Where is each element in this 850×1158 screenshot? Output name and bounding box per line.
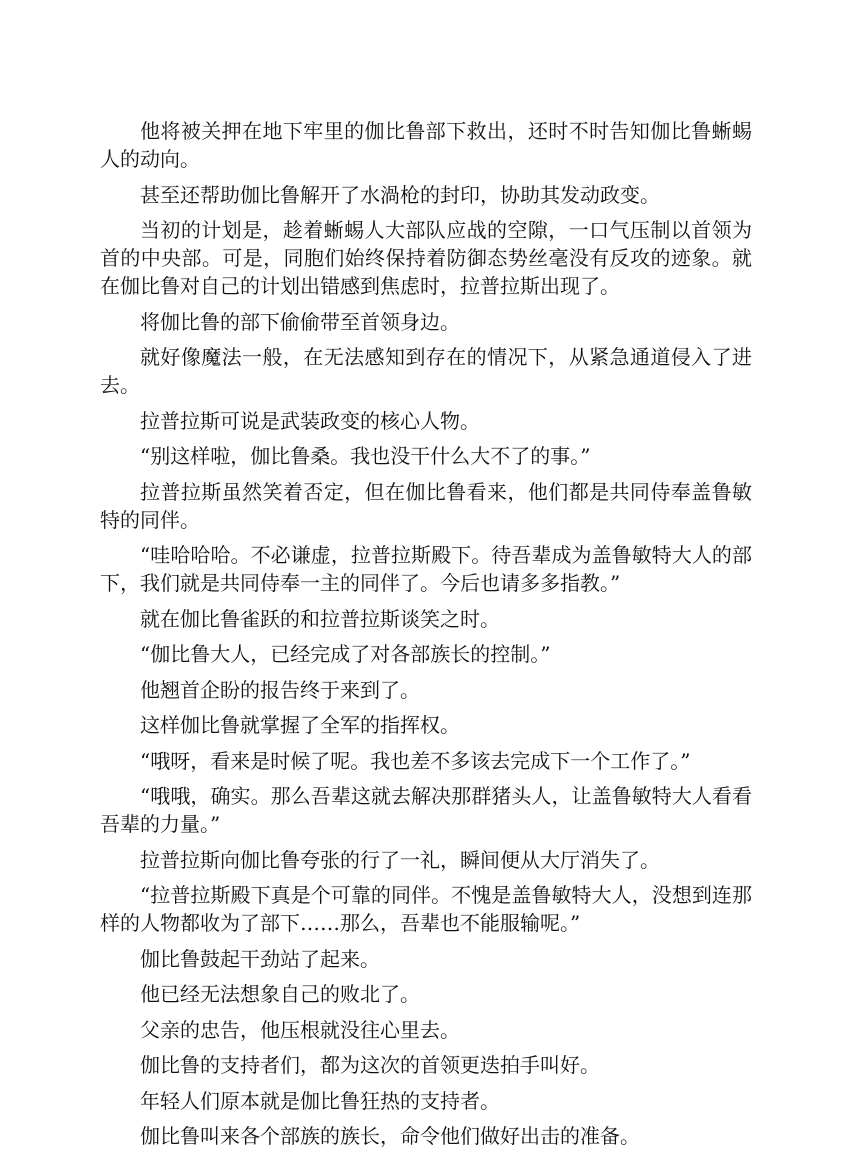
paragraph: 就好像魔法一般，在无法感知到存在的情况下，从紧急通道侵入了进去。 xyxy=(100,345,752,397)
paragraph: 他已经无法想象自己的败北了。 xyxy=(140,982,420,1006)
paragraph: 拉普拉斯可说是武装政变的核心人物。 xyxy=(140,408,480,433)
paragraph: “哇哈哈哈。不必谦虚，拉普拉斯殿下。待吾辈成为盖鲁敏特大人的部下，我们就是共同侍奉一主的同伴了。今后也请多多指教。” xyxy=(100,543,752,595)
paragraph: 拉普拉斯向伽比鲁夸张的行了一礼，瞬间便从大厅消失了。 xyxy=(140,847,660,872)
document-body xyxy=(100,117,752,1158)
paragraph: “哦哦，确实。那么吾辈这就去解决那群猪头人，让盖鲁敏特大人看看吾辈的力量。” xyxy=(100,784,752,836)
paragraph: 他将被关押在地下牢里的伽比鲁部下救出，还时不时告知伽比鲁蜥蜴人的动向。 xyxy=(100,119,752,171)
paragraph: 甚至还帮助伽比鲁解开了水渦枪的封印，协助其发动政变。 xyxy=(140,182,660,207)
paragraph: 伽比鲁叫来各个部族的族长，命令他们做好出击的准备。 xyxy=(140,1124,640,1148)
paragraph: 父亲的忠告，他压根就没往心里去。 xyxy=(140,1017,460,1042)
paragraph: 伽比鲁的支持者们，都为这次的首领更迭拍手叫好。 xyxy=(140,1053,600,1077)
paragraph: 将伽比鲁的部下偷偷带至首领身边。 xyxy=(140,309,460,334)
paragraph: 伽比鲁鼓起干劲站了起来。 xyxy=(140,946,380,971)
paragraph: 当初的计划是，趁着蜥蜴人大部队应战的空隙，一口气压制以首领为首的中央部。可是，同胞们始终保持着防御态势丝毫没有反攻的迹象。就在伽比鲁对自己的计划出错感到焦虑时，拉普拉斯出现了。 xyxy=(100,218,752,298)
paragraph: “别这样啦，伽比鲁桑。我也没干什么大不了的事。” xyxy=(140,444,591,468)
paragraph: 就在伽比鲁雀跃的和拉普拉斯谈笑之时。 xyxy=(140,606,500,631)
paragraph: 他翘首企盼的报告终于来到了。 xyxy=(140,677,420,702)
paragraph: 年轻人们原本就是伽比鲁狂热的支持者。 xyxy=(140,1088,500,1113)
paragraph: “拉普拉斯殿下真是个可靠的同伴。不愧是盖鲁敏特大人，没想到连那样的人物都收为了部下……那么，吾辈也不能服输呢。” xyxy=(100,883,752,935)
paragraph: “哦呀，看来是时候了呢。我也差不多该去完成下一个工作了。” xyxy=(140,748,691,773)
paragraph: 这样伽比鲁就掌握了全军的指挥权。 xyxy=(140,713,460,737)
paragraph: “伽比鲁大人，已经完成了对各部族长的控制。” xyxy=(140,642,551,666)
paragraph: 拉普拉斯虽然笑着否定，但在伽比鲁看来，他们都是共同侍奉盖鲁敏特的同伴。 xyxy=(100,479,752,532)
